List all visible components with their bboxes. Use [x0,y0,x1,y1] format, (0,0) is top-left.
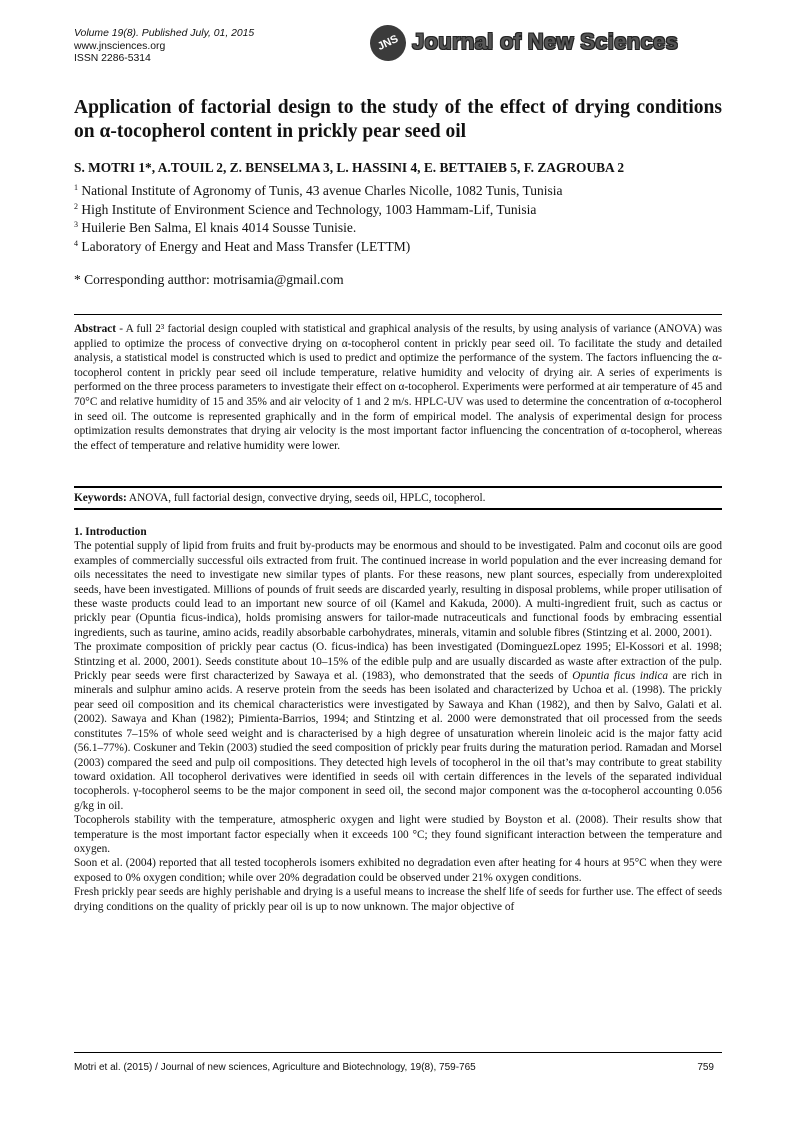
paragraph-3: Tocopherols stability with the temperature, atmospheric oxygen and light were studied by Boyston et al. (2008). Their results show that temperature is the most important factor especially when it exceeds 100 °C; they found significant interaction between the temperature and oxygen. [74,814,722,855]
divider-keywords [74,508,722,510]
journal-name: Journal of New Sciences [412,29,679,54]
keywords: Keywords: ANOVA, full factorial design, convective drying, seeds oil, HPLC, tocopherol. [74,492,486,504]
affiliation-2: $^2$ High Institute of Environment Science and Technology, 1003 Hammam-Lif, Tunisia [74,202,537,217]
page-footer [74,1062,714,1073]
website-line[interactable]: www.jnsciences.org [74,40,166,52]
footer-rule [74,1052,722,1053]
page-number: 759 [697,1062,714,1073]
section-heading: 1. Introduction [74,526,147,538]
introduction-section [74,525,722,914]
divider-abstract [74,486,722,488]
paragraph-4: Soon et al. (2004) reported that all tested tocopherols isomers exhibited no degradation even after heating for 4 hours at 95°C when they were exposed to 0% oxygen condition; while over 20% degradation could be observed under 21% oxygen conditions. [74,857,722,884]
paper-title: Application of factorial design to the study of the effect of drying conditions on α-tocopherol content in prickly pear seed oil [74,97,722,142]
affiliation-1: $^1$ National Institute of Agronomy of Tunis, 43 avenue Charles Nicolle, 1082 Tunis, Tunisia [74,183,563,198]
paragraph-1: The potential supply of lipid from fruits and fruit by-products may be enormous and should to be investigated. Palm and coconut oils are good examples of commercially successful oils extracted from fruit. The continued increase in world population and the ever increasing demand for oils necessitates the need to investigate new similar types of plants. For these reasons, new plant sources, especially from underexploited seeds, have been investigated. Millions of pounds of fruit seeds are discarded yearly, resulting in disposal problems, while proper utilisation of these waste products could lead to an important new source of oil (Kamel and Kakuda, 2000). A multi-ingredient fruit, such as cactus or prickly pear (Opuntia ficus-indica), holds promising answers for tailor-made nutraceuticals and functional foods by embracing essential ingredients, such as taurine, amino acids, readily absorbable carbohydrates, minerals, vitamin and soluble fibres (Stintzing et al. 2000, 2001). [74,540,722,639]
divider-top [74,314,722,315]
corresponding-author: * Corresponding autthor: motrisamia@gmail.com [74,272,344,287]
journal-logo [370,25,700,65]
jns-badge-icon: JNS [364,19,412,67]
paragraph-5: Fresh prickly pear seeds are highly perishable and drying is a useful means to increase the shelf life of seeds for further use. The effect of seeds drying conditions on the quality of prickly pear oil is up to now unknown. The major objective of [74,886,722,913]
header-meta [74,28,254,66]
footer-citation: Motri et al. (2015) / Journal of new sciences, Agriculture and Biotechnology, 19(8), 759-765 [74,1062,476,1073]
affiliation-4: $^4$ Laboratory of Energy and Heat and Mass Transfer (LETTM) [74,239,411,254]
issn-line: ISSN 2286-5314 [74,53,151,64]
paragraph-2: The proximate composition of prickly pear cactus (O. ficus-indica) has been investigated (DominguezLopez 1995; El-Kossori et al. 1998; Stintzing et al. 2000, 2001). Seeds constitute about 10–15% of the edible pulp and are usually discarded as waste after extraction of the pulp. Prickly pear seeds were first characterized by Sawaya et al. (1983), who demonstrated that the seeds of Opuntia ficus indica are rich in minerals and sulphur amino acids. A reserve protein from the seeds has been isolated and characterized by Uchoa et al. (1998). The prickly pear seed oil composition and its chemical characteristics were investigated by Sawaya and Khan (1982), and then by Salvo, Galati et al. (2002). Sawaya and Khan (1982); Pimienta-Barrios, 1994; and Stintzing et al. 2000 were demonstrated that oil processed from the seeds constitutes 7–15% of whole seed weight and is characterised by a high degree of unsaturation wherein linoleic acid is the major fatty acid (56.1–77%). Coskuner and Tekin (2003) studied the seed composition of prickly pear fruits during the maturation period. Ramadan and Morsel (2003) compared the seed and pulp oil compositions. They detected high levels of tocopherol in the oil that’s may contribute to great stability toward oxidation. All tocopherol derivatives were identified in seeds oil with certain differences in the levels of the separated individual tocopherols. γ-tocopherol seems to be the major component in seed oil, the second major component was the α-tocopherol accounting 0.056 g/kg in oil. [74,641,722,812]
author-list: S. MOTRI 1*, A.TOUIL 2, Z. BENSELMA 3, L. HASSINI 4, E. BETTAIEB 5, F. ZAGROUBA 2 [74,160,625,175]
affiliation-3: $^3$ Huilerie Ben Salma, El knais 4014 Sousse Tunisie. [74,220,357,235]
abstract: Abstract - A full 2³ factorial design coupled with statistical and graphical analysis of the results, by using analysis of variance (ANOVA) was applied to optimize the process of convective drying on α-tocopherol content in prickly pear seed oil. To facilitate the study and detailed analysis, a statistical model is constructed which is used to predict and optimize the performance of the system. The factors influencing the α-tocopherol content in prickly pear seed oil include temperature, relative humidity and velocity of drying air. A series of experiments is performed on the three process parameters to investigate their effect on α-tocopherol. Experiments were performed at air temperature of 45 and 70°C and relative humidity of 15 and 35% and air velocity of 1 and 2 m/s. HPLC-UV was used to determine the concentration of α-tocopherol in seed oil. The outcome is represented graphically and in the form of empirical model. The analysis of experimental design for process optimization results demonstrates that drying air velocity is the most important factor influencing the concentration of α-tocopherol, whereas the effect of temperature and relative humidity were lower. [74,323,722,452]
volume-line: Volume 19(8). Published July, 01, 2015 [74,28,255,39]
